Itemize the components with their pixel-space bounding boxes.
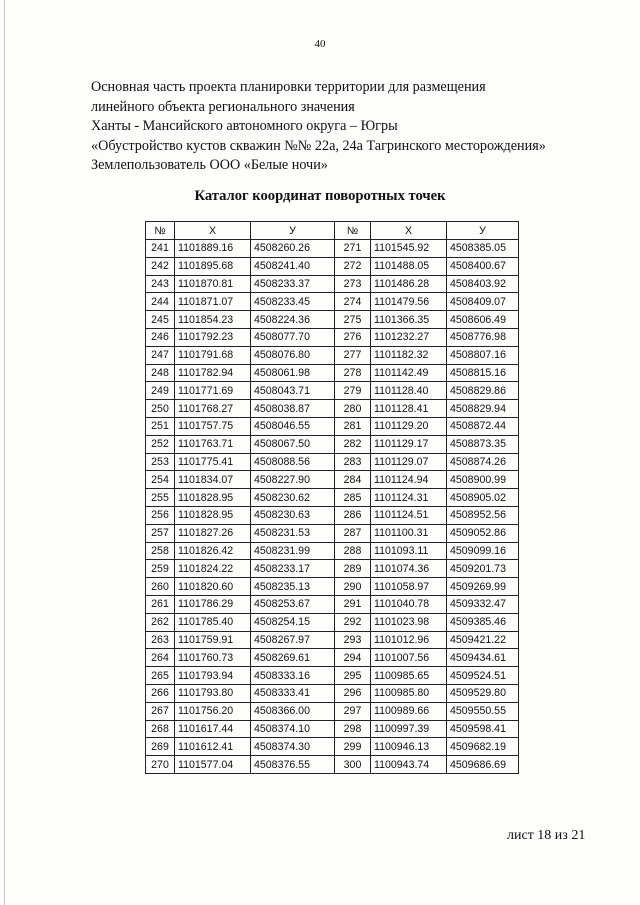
point-number-right: 300	[335, 756, 371, 774]
x-coordinate-left: 1101826.42	[175, 542, 251, 560]
table-row	[146, 631, 519, 649]
x-coordinate-left: 1101785.40	[175, 613, 251, 631]
y-coordinate-left: 4508230.63	[251, 506, 335, 524]
header-line: Землепользователь ООО «Белые ночи»	[91, 157, 328, 173]
x-coordinate-right: 1101058.97	[371, 578, 447, 596]
y-coordinate-right: 4509385.46	[447, 613, 519, 631]
x-coordinate-right: 1101124.94	[371, 471, 447, 489]
point-number-right: 287	[335, 524, 371, 542]
y-coordinate-left: 4508043.71	[251, 382, 335, 400]
table-title: Каталог координат поворотных точек	[194, 188, 446, 204]
point-number-left: 249	[146, 382, 175, 400]
y-coordinate-right: 4509550.55	[447, 702, 519, 720]
table-row	[146, 346, 519, 364]
table-row	[146, 756, 519, 774]
point-number-left: 246	[146, 328, 175, 346]
x-coordinate-right: 1101545.92	[371, 240, 447, 258]
point-number-left: 250	[146, 400, 175, 418]
y-coordinate-left: 4508230.62	[251, 489, 335, 507]
x-coordinate-left: 1101854.23	[175, 311, 251, 329]
point-number-left: 268	[146, 720, 175, 738]
x-coordinate-left: 1101782.94	[175, 364, 251, 382]
table-row	[146, 328, 519, 346]
page-number: 40	[314, 38, 326, 50]
table-row	[146, 720, 519, 738]
point-number-right: 273	[335, 275, 371, 293]
y-coordinate-right: 4509201.73	[447, 560, 519, 578]
point-number-left: 259	[146, 560, 175, 578]
x-coordinate-right: 1100989.66	[371, 702, 447, 720]
y-coordinate-right: 4509421.22	[447, 631, 519, 649]
table-row	[146, 293, 519, 311]
table-row	[146, 311, 519, 329]
x-coordinate-left: 1101763.71	[175, 435, 251, 453]
y-coordinate-left: 4508076.80	[251, 346, 335, 364]
point-number-left: 265	[146, 667, 175, 685]
x-coordinate-right: 1101128.41	[371, 400, 447, 418]
table-row	[146, 257, 519, 275]
y-coordinate-right: 4509052.86	[447, 524, 519, 542]
point-number-right: 292	[335, 613, 371, 631]
x-coordinate-right: 1101129.07	[371, 453, 447, 471]
y-coordinate-left: 4508333.41	[251, 684, 335, 702]
point-number-left: 266	[146, 684, 175, 702]
table-row	[146, 471, 519, 489]
x-coordinate-right: 1101142.49	[371, 364, 447, 382]
point-number-left: 253	[146, 453, 175, 471]
x-coordinate-left: 1101871.07	[175, 293, 251, 311]
y-coordinate-right: 4508829.86	[447, 382, 519, 400]
point-number-right: 286	[335, 506, 371, 524]
x-coordinate-left: 1101791.68	[175, 346, 251, 364]
column-header-number-left: №	[146, 222, 175, 240]
x-coordinate-right: 1100985.65	[371, 667, 447, 685]
y-coordinate-right: 4508776.98	[447, 328, 519, 346]
point-number-right: 285	[335, 489, 371, 507]
x-coordinate-right: 1100943.74	[371, 756, 447, 774]
point-number-left: 255	[146, 489, 175, 507]
table-header-row	[146, 222, 519, 240]
point-number-right: 279	[335, 382, 371, 400]
header-line: Ханты - Мансийского автономного округа – Югры	[91, 118, 398, 134]
point-number-right: 291	[335, 595, 371, 613]
column-header-x-left: Х	[175, 222, 251, 240]
y-coordinate-right: 4508873.35	[447, 435, 519, 453]
x-coordinate-right: 1101124.31	[371, 489, 447, 507]
point-number-right: 289	[335, 560, 371, 578]
y-coordinate-left: 4508038.87	[251, 400, 335, 418]
table-row	[146, 738, 519, 756]
y-coordinate-right: 4509686.69	[447, 756, 519, 774]
y-coordinate-left: 4508233.37	[251, 275, 335, 293]
x-coordinate-right: 1101012.96	[371, 631, 447, 649]
x-coordinate-left: 1101792.23	[175, 328, 251, 346]
point-number-right: 295	[335, 667, 371, 685]
point-number-left: 244	[146, 293, 175, 311]
point-number-right: 282	[335, 435, 371, 453]
x-coordinate-left: 1101768.27	[175, 400, 251, 418]
y-coordinate-left: 4508233.45	[251, 293, 335, 311]
x-coordinate-right: 1101129.20	[371, 417, 447, 435]
y-coordinate-right: 4508900.99	[447, 471, 519, 489]
scan-edge-line	[4, 0, 5, 905]
table-row	[146, 364, 519, 382]
document-header	[91, 78, 611, 176]
y-coordinate-left: 4508224.36	[251, 311, 335, 329]
table-row	[146, 578, 519, 596]
x-coordinate-right: 1101486.28	[371, 275, 447, 293]
point-number-right: 276	[335, 328, 371, 346]
x-coordinate-left: 1101759.91	[175, 631, 251, 649]
x-coordinate-right: 1101074.36	[371, 560, 447, 578]
x-coordinate-right: 1101023.98	[371, 613, 447, 631]
column-header-number-right: №	[335, 222, 371, 240]
table-row	[146, 435, 519, 453]
x-coordinate-left: 1101828.95	[175, 506, 251, 524]
point-number-left: 258	[146, 542, 175, 560]
table-row	[146, 542, 519, 560]
header-line: линейного объекта регионального значения	[91, 98, 355, 115]
x-coordinate-right: 1101479.56	[371, 293, 447, 311]
y-coordinate-left: 4508067.50	[251, 435, 335, 453]
x-coordinate-left: 1101771.69	[175, 382, 251, 400]
x-coordinate-left: 1101827.26	[175, 524, 251, 542]
x-coordinate-right: 1101128.40	[371, 382, 447, 400]
y-coordinate-left: 4508269.61	[251, 649, 335, 667]
y-coordinate-left: 4508077.70	[251, 328, 335, 346]
point-number-left: 267	[146, 702, 175, 720]
x-coordinate-right: 1100946.13	[371, 738, 447, 756]
table-body	[146, 240, 519, 774]
y-coordinate-left: 4508333.16	[251, 667, 335, 685]
point-number-left: 260	[146, 578, 175, 596]
column-header-x-right: Х	[371, 222, 447, 240]
point-number-left: 248	[146, 364, 175, 382]
table-row	[146, 613, 519, 631]
table-row	[146, 417, 519, 435]
y-coordinate-left: 4508235.13	[251, 578, 335, 596]
y-coordinate-right: 4508409.07	[447, 293, 519, 311]
table-row	[146, 595, 519, 613]
y-coordinate-left: 4508088.56	[251, 453, 335, 471]
y-coordinate-right: 4508606.49	[447, 311, 519, 329]
x-coordinate-right: 1101100.31	[371, 524, 447, 542]
y-coordinate-left: 4508366.00	[251, 702, 335, 720]
table-row	[146, 524, 519, 542]
point-number-left: 270	[146, 756, 175, 774]
y-coordinate-left: 4508254.15	[251, 613, 335, 631]
x-coordinate-right: 1101182.32	[371, 346, 447, 364]
table-row	[146, 382, 519, 400]
x-coordinate-right: 1101040.78	[371, 595, 447, 613]
x-coordinate-left: 1101612.41	[175, 738, 251, 756]
x-coordinate-left: 1101828.95	[175, 489, 251, 507]
point-number-right: 278	[335, 364, 371, 382]
x-coordinate-left: 1101577.04	[175, 756, 251, 774]
y-coordinate-right: 4508829.94	[447, 400, 519, 418]
table-row	[146, 702, 519, 720]
point-number-left: 256	[146, 506, 175, 524]
point-number-left: 243	[146, 275, 175, 293]
table-row	[146, 489, 519, 507]
y-coordinate-right: 4508905.02	[447, 489, 519, 507]
point-number-left: 257	[146, 524, 175, 542]
point-number-left: 247	[146, 346, 175, 364]
x-coordinate-left: 1101617.44	[175, 720, 251, 738]
point-number-left: 262	[146, 613, 175, 631]
table-row	[146, 684, 519, 702]
table-row	[146, 667, 519, 685]
header-line: «Обустройство кустов скважин №№ 22а, 24а Тагринского месторождения»	[91, 137, 546, 154]
point-number-left: 251	[146, 417, 175, 435]
y-coordinate-left: 4508231.53	[251, 524, 335, 542]
y-coordinate-left: 4508046.55	[251, 417, 335, 435]
x-coordinate-left: 1101820.60	[175, 578, 251, 596]
point-number-right: 284	[335, 471, 371, 489]
point-number-left: 254	[146, 471, 175, 489]
y-coordinate-right: 4508807.16	[447, 346, 519, 364]
x-coordinate-left: 1101775.41	[175, 453, 251, 471]
point-number-right: 299	[335, 738, 371, 756]
y-coordinate-right: 4508815.16	[447, 364, 519, 382]
point-number-left: 252	[146, 435, 175, 453]
y-coordinate-right: 4509598.41	[447, 720, 519, 738]
table-row	[146, 649, 519, 667]
x-coordinate-left: 1101895.68	[175, 257, 251, 275]
point-number-right: 272	[335, 257, 371, 275]
y-coordinate-right: 4508874.26	[447, 453, 519, 471]
x-coordinate-right: 1101007.56	[371, 649, 447, 667]
y-coordinate-left: 4508267.97	[251, 631, 335, 649]
x-coordinate-right: 1100985.80	[371, 684, 447, 702]
x-coordinate-right: 1101124.51	[371, 506, 447, 524]
y-coordinate-right: 4509529.80	[447, 684, 519, 702]
point-number-right: 280	[335, 400, 371, 418]
x-coordinate-left: 1101870.81	[175, 275, 251, 293]
point-number-right: 288	[335, 542, 371, 560]
point-number-right: 290	[335, 578, 371, 596]
point-number-right: 274	[335, 293, 371, 311]
point-number-right: 271	[335, 240, 371, 258]
point-number-right: 294	[335, 649, 371, 667]
y-coordinate-right: 4509434.61	[447, 649, 519, 667]
column-header-y-right: У	[447, 222, 519, 240]
x-coordinate-left: 1101760.73	[175, 649, 251, 667]
table-row	[146, 275, 519, 293]
point-number-right: 275	[335, 311, 371, 329]
point-number-left: 261	[146, 595, 175, 613]
y-coordinate-left: 4508227.90	[251, 471, 335, 489]
x-coordinate-right: 1101129.17	[371, 435, 447, 453]
point-number-right: 297	[335, 702, 371, 720]
column-header-y-left: У	[251, 222, 335, 240]
x-coordinate-right: 1101232.27	[371, 328, 447, 346]
x-coordinate-left: 1101824.22	[175, 560, 251, 578]
x-coordinate-left: 1101786.29	[175, 595, 251, 613]
x-coordinate-left: 1101889.16	[175, 240, 251, 258]
point-number-left: 242	[146, 257, 175, 275]
x-coordinate-right: 1101093.11	[371, 542, 447, 560]
coordinates-table-wrapper	[145, 221, 519, 774]
table-row	[146, 560, 519, 578]
x-coordinate-right: 1101366.35	[371, 311, 447, 329]
y-coordinate-right: 4509524.51	[447, 667, 519, 685]
point-number-right: 298	[335, 720, 371, 738]
point-number-left: 269	[146, 738, 175, 756]
point-number-left: 264	[146, 649, 175, 667]
point-number-right: 293	[335, 631, 371, 649]
point-number-left: 241	[146, 240, 175, 258]
y-coordinate-right: 4509682.19	[447, 738, 519, 756]
x-coordinate-left: 1101834.07	[175, 471, 251, 489]
y-coordinate-left: 4508374.10	[251, 720, 335, 738]
y-coordinate-left: 4508241.40	[251, 257, 335, 275]
point-number-left: 263	[146, 631, 175, 649]
y-coordinate-right: 4508385.05	[447, 240, 519, 258]
header-line: Основная часть проекта планировки территории для размещения	[91, 79, 486, 95]
y-coordinate-left: 4508376.55	[251, 756, 335, 774]
table-row	[146, 240, 519, 258]
y-coordinate-left: 4508231.99	[251, 542, 335, 560]
x-coordinate-left: 1101757.75	[175, 417, 251, 435]
y-coordinate-left: 4508233.17	[251, 560, 335, 578]
y-coordinate-right: 4508400.67	[447, 257, 519, 275]
point-number-right: 281	[335, 417, 371, 435]
point-number-right: 296	[335, 684, 371, 702]
x-coordinate-right: 1100997.39	[371, 720, 447, 738]
y-coordinate-right: 4508952.56	[447, 506, 519, 524]
y-coordinate-right: 4509332.47	[447, 595, 519, 613]
point-number-right: 283	[335, 453, 371, 471]
table-row	[146, 400, 519, 418]
y-coordinate-right: 4509099.16	[447, 542, 519, 560]
x-coordinate-left: 1101793.80	[175, 684, 251, 702]
y-coordinate-left: 4508260.26	[251, 240, 335, 258]
x-coordinate-left: 1101793.94	[175, 667, 251, 685]
point-number-right: 277	[335, 346, 371, 364]
y-coordinate-right: 4508872.44	[447, 417, 519, 435]
y-coordinate-left: 4508253.67	[251, 595, 335, 613]
x-coordinate-right: 1101488.05	[371, 257, 447, 275]
x-coordinate-left: 1101756.20	[175, 702, 251, 720]
y-coordinate-left: 4508374.30	[251, 738, 335, 756]
y-coordinate-left: 4508061.98	[251, 364, 335, 382]
point-number-left: 245	[146, 311, 175, 329]
y-coordinate-right: 4509269.99	[447, 578, 519, 596]
table-row	[146, 506, 519, 524]
y-coordinate-right: 4508403.92	[447, 275, 519, 293]
sheet-counter: лист 18 из 21	[507, 828, 586, 843]
coordinates-table	[145, 221, 519, 774]
table-row	[146, 453, 519, 471]
